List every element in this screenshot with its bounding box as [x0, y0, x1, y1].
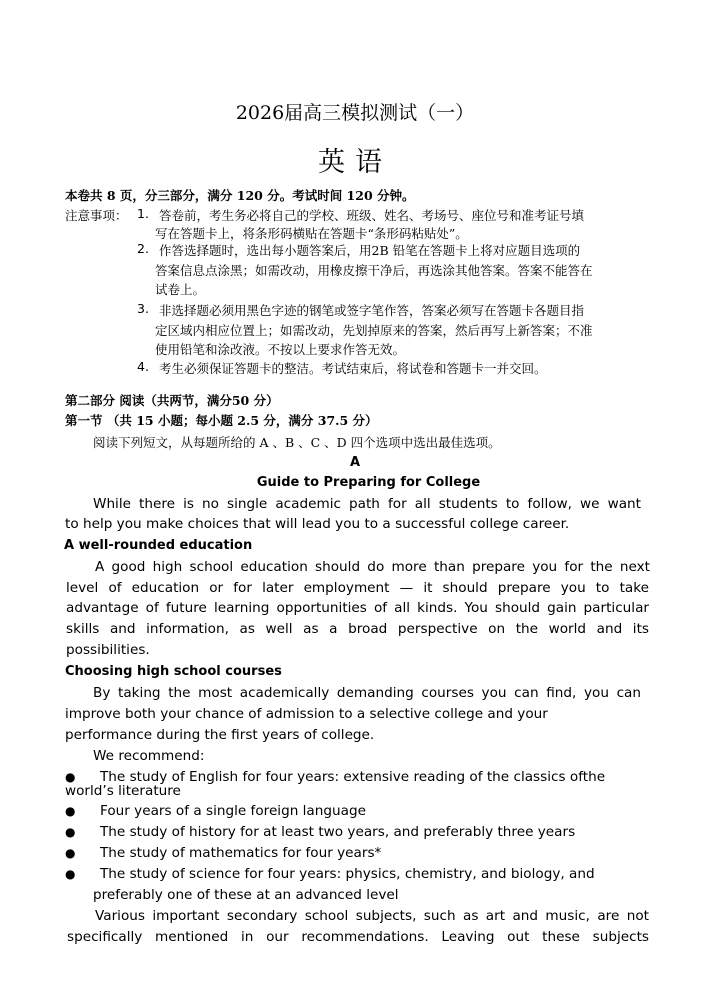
paragraph-line: level of education or for later employment — it should prepare you to take — [66, 580, 649, 596]
bullet-icon: ● — [65, 825, 76, 839]
subject-title: 英语 — [318, 147, 392, 178]
paragraph-line: improve both your chance of admission to a selective college and your — [65, 706, 548, 722]
passage-title: Guide to Preparing for College — [256, 475, 481, 490]
paragraph-line: to help you make choices that will lead you to a successful college career. — [65, 516, 570, 532]
paragraph-line: possibilities. — [66, 642, 150, 658]
bullet-icon: ● — [65, 770, 76, 784]
paragraph-line: performance during the first years of college. — [65, 727, 375, 743]
recommend-label: We recommend: — [93, 748, 205, 764]
paragraph-line: By taking the most academically demanding courses you can find, you can — [93, 685, 641, 701]
bullet-text: The study of history for at least two years, and preferably three years — [100, 824, 576, 840]
section-instruction: 阅读下列短文，从每题所给的 A 、B 、C 、D 四个选项中选出最佳选项。 — [93, 435, 501, 450]
exam-summary: 本卷共 8 页，分三部分，满分 120 分。考试时间 120 分钟。 — [65, 188, 415, 203]
bullet-text: preferably one of these at an advanced level — [93, 887, 399, 903]
section-subsection-heading: 第一节 （共 15 小题；每小题 2.5 分，满分 37.5 分） — [65, 413, 378, 428]
bullet-text: world’s literature — [65, 783, 181, 799]
bullet-icon: ● — [65, 804, 76, 818]
bullet-text: The study of English for four years: extensive reading of the classics ofthe — [100, 769, 606, 785]
notes-label: 注意事项： — [65, 208, 128, 223]
subheading-well-rounded: A well-rounded education — [64, 538, 253, 553]
note-line: 使用铅笔和涂改液。不按以上要求作答无效。 — [155, 342, 406, 357]
paragraph-line: specifically mentioned in our recommendations. Leaving out these subjects — [67, 929, 649, 945]
bullet-icon: ● — [65, 867, 76, 881]
bullet-text: Four years of a single foreign language — [100, 803, 366, 819]
note-line: 写在答题卡上，将条形码横贴在答题卡“条形码粘贴处”。 — [155, 226, 468, 241]
note-line: 答卷前，考生务必将自己的学校、班级、姓名、考场号、座位号和准考证号填 — [159, 208, 585, 223]
note-line: 考生必须保证答题卡的整洁。考试结束后，将试卷和答题卡一并交回。 — [159, 361, 547, 376]
note-line: 非选择题必须用黑色字迹的钢笔或签字笔作答，答案必须写在答题卡各题目指 — [159, 303, 585, 318]
paragraph-line: Various important secondary school subjects, such as art and music, are not — [95, 908, 649, 924]
section-part-heading: 第二部分 阅读（共两节，满分50 分） — [65, 393, 279, 408]
passage-letter: A — [349, 455, 361, 470]
note-number: 4. — [137, 359, 149, 374]
paragraph-line: A good high school education should do more than prepare you for the next — [95, 559, 650, 575]
note-line: 试卷上。 — [155, 282, 206, 297]
exam-title: 2026届高三模拟测试（一） — [235, 102, 475, 124]
paragraph-line: skills and information, as well as a broad perspective on the world and its — [66, 621, 649, 637]
note-number: 2. — [137, 241, 149, 256]
bullet-text: The study of science for four years: physics, chemistry, and biology, and — [100, 866, 595, 882]
bullet-text: The study of mathematics for four years* — [100, 845, 382, 861]
note-number: 1. — [137, 206, 149, 221]
paragraph-line: advantage of future learning opportunities of all kinds. You should gain particular — [66, 600, 649, 616]
bullet-icon: ● — [65, 846, 76, 860]
note-line: 定区域内相应位置上；如需改动，先划掉原来的答案，然后再写上新答案；不准 — [155, 323, 593, 338]
note-line: 作答选择题时，选出每小题答案后，用2B 铅笔在答题卡上将对应题目选项的 — [159, 243, 581, 258]
note-line: 答案信息点涂黑；如需改动，用橡皮擦干净后，再选涂其他答案。答案不能答在 — [155, 263, 593, 278]
subheading-high-school-courses: Choosing high school courses — [65, 664, 282, 679]
note-number: 3. — [137, 301, 149, 316]
paragraph-line: While there is no single academic path for all students to follow, we want — [93, 496, 641, 512]
